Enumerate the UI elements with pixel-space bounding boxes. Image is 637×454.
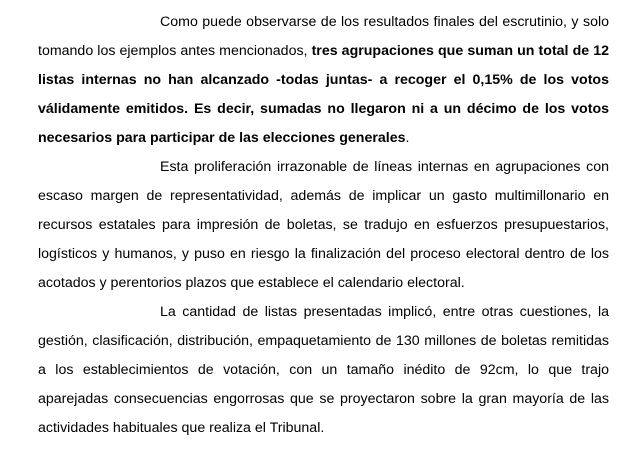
document-page — [38, 8, 609, 443]
paragraph-election-results — [38, 8, 609, 153]
paragraph-proliferation: Esta proliferación irrazonable de líneas internas en agrupaciones con escaso margen de representatividad, además de implicar un gasto multimillonario en recursos estatales para impresión de boletas, se tradujo en esfuerzos presupuestarios, logísticos y humanos, y puso en riesgo la finalización del proceso electoral dentro de los acotados y perentorios plazos que establece el calendario electoral. — [38, 159, 609, 291]
paragraph-1-emphasis-text: tres agrupaciones que suman un total de 12 listas internas no han alcanzado -todas juntas- a recoger el 0,15% de los votos válidamente emitidos. Es decir, sumadas no llegaron ni a un décimo de los votos necesarios para participar de las elecciones generales — [38, 43, 609, 146]
paragraph-ballot-logistics: La cantidad de listas presentadas implicó, entre otras cuestiones, la gestión, clasificación, distribución, empaquetamiento de 130 millones de boletas remitidas a los establecimientos de votación, con un tamaño inédito de 92cm, lo que trajo aparejadas consecuencias engorrosas que se proyectaron sobre la gran mayoría de las actividades habituales que realiza el Tribunal. — [38, 304, 609, 436]
paragraph-1-intro-text: Como puede observarse de los resultados finales del escrutinio, y solo tomando los ejemplos antes mencionados, — [38, 14, 609, 59]
paragraph-1-closing-period: . — [405, 130, 410, 146]
